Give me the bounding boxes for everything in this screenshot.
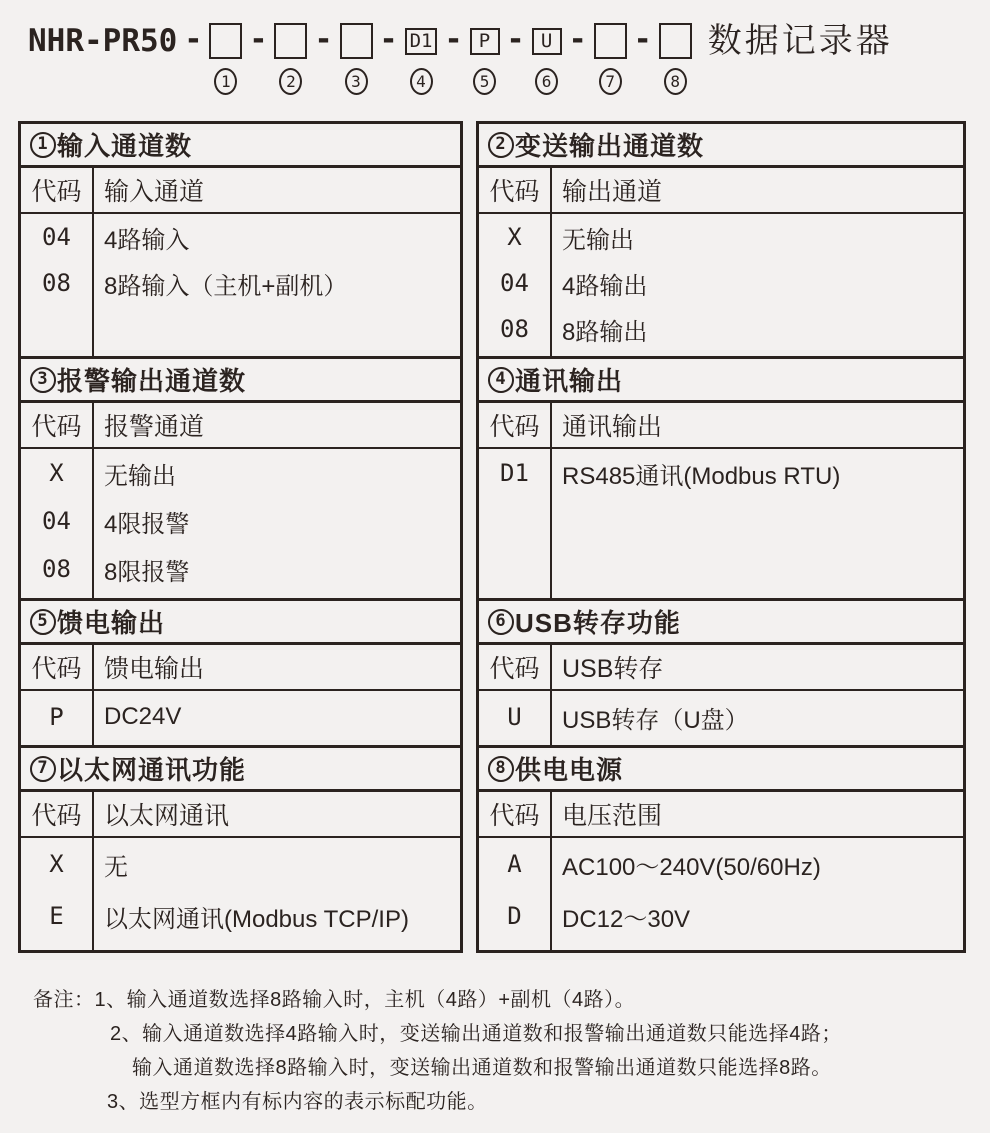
circled-number-6: 6 xyxy=(535,68,558,95)
circled-number-5: 5 xyxy=(30,609,56,635)
dash-separator: - xyxy=(506,22,525,57)
table-header-row xyxy=(479,792,963,838)
product-name: 数据记录器 xyxy=(707,22,893,60)
code-column xyxy=(479,691,552,745)
code-cell: X xyxy=(49,850,64,878)
circled-number-1: 1 xyxy=(214,68,237,95)
circled-number-5: 5 xyxy=(473,68,496,95)
section-title xyxy=(21,748,460,792)
model-prefix: NHR-PR50 xyxy=(28,23,178,59)
section-title xyxy=(21,601,460,645)
desc-header-cell: 电压范围 xyxy=(562,802,663,830)
dash-separator: - xyxy=(444,22,463,57)
model-slot-4 xyxy=(405,20,438,95)
desc-cell: USB转存（U盘） xyxy=(562,706,749,734)
desc-cell: 以太网通讯(Modbus TCP/IP) xyxy=(104,905,409,933)
desc-cell: RS485通讯(Modbus RTU) xyxy=(562,462,841,490)
desc-column xyxy=(94,691,460,745)
code-cell: 04 xyxy=(42,507,71,535)
table-body xyxy=(21,838,460,950)
table-header-row xyxy=(21,403,460,449)
desc-cell: DC24V xyxy=(104,703,182,730)
desc-header-cell: 以太网通讯 xyxy=(104,802,230,830)
code-cell: P xyxy=(49,703,64,731)
code-cell: U xyxy=(507,703,522,731)
desc-column xyxy=(552,449,963,598)
dash-separator: - xyxy=(633,22,652,57)
circled-number-2: 2 xyxy=(279,68,302,95)
circled-number-4: 4 xyxy=(410,68,433,95)
table-body xyxy=(21,449,460,598)
circled-number-2: 2 xyxy=(488,132,514,158)
model-box-8 xyxy=(659,23,692,59)
model-box-7 xyxy=(594,23,627,59)
left-table-column xyxy=(18,121,463,953)
note-text: 3、选型方框内有标内容的表示标配功能。 xyxy=(107,1091,488,1113)
circled-number-3: 3 xyxy=(30,367,56,393)
table-header-row xyxy=(21,792,460,838)
code-column xyxy=(479,214,552,356)
section-title-text: 变送输出通道数 xyxy=(515,131,705,161)
desc-header-cell: 馈电输出 xyxy=(104,655,205,683)
notes xyxy=(33,983,970,1119)
section-title xyxy=(479,359,963,403)
code-column xyxy=(21,214,94,356)
note-text: 1、输入通道数选择8路输入时，主机（4路）+副机（4路）。 xyxy=(94,989,636,1011)
table-header-row xyxy=(21,645,460,691)
model-slot-6 xyxy=(532,20,562,95)
table-body xyxy=(479,449,963,598)
dash-separator: - xyxy=(249,22,268,57)
model-box-2 xyxy=(274,23,307,59)
model-box-1 xyxy=(209,23,242,59)
circled-number-3: 3 xyxy=(345,68,368,95)
code-column xyxy=(479,838,552,950)
model-box-5: P xyxy=(470,28,500,55)
code-cell: X xyxy=(49,459,64,487)
code-header-cell: 代码 xyxy=(21,792,94,836)
code-cell: 04 xyxy=(500,269,529,297)
section-4-comm-output xyxy=(476,356,966,601)
desc-cell: 4限报警 xyxy=(104,510,190,538)
model-code-line xyxy=(28,20,990,95)
table-header-row xyxy=(21,168,460,214)
table-body xyxy=(21,214,460,356)
circled-number-8: 8 xyxy=(488,756,514,782)
section-title-text: USB转存功能 xyxy=(515,608,681,638)
section-5-power-feed-output xyxy=(18,598,463,748)
dash-separator: - xyxy=(184,22,203,57)
model-box-3 xyxy=(340,23,373,59)
selection-tables xyxy=(18,121,966,953)
table-body xyxy=(479,691,963,745)
desc-cell: AC100～240V(50/60Hz) xyxy=(562,853,821,881)
section-title-text: 以太网通讯功能 xyxy=(57,755,247,785)
model-slot-5 xyxy=(470,20,500,95)
note-line-3 xyxy=(33,1051,970,1085)
desc-cell: 8路输入（主机+副机） xyxy=(104,272,348,300)
note-line-1 xyxy=(33,983,970,1017)
note-line-4 xyxy=(33,1085,970,1119)
section-title-text: 报警输出通道数 xyxy=(57,366,247,396)
code-header-cell: 代码 xyxy=(21,645,94,689)
section-title xyxy=(479,601,963,645)
code-header-cell: 代码 xyxy=(479,168,552,212)
desc-header-cell: 通讯输出 xyxy=(562,413,663,441)
model-slot-8 xyxy=(659,20,692,95)
code-cell: X xyxy=(507,223,522,251)
note-text: 输入通道数选择8路输入时，变送输出通道数和报警输出通道数只能选择8路。 xyxy=(132,1057,832,1079)
desc-header-cell: 报警通道 xyxy=(104,413,205,441)
dash-separator: - xyxy=(379,22,398,57)
desc-cell: DC12～30V xyxy=(562,905,691,933)
table-body xyxy=(479,838,963,950)
desc-column xyxy=(94,838,460,950)
desc-column xyxy=(94,214,460,356)
code-cell: D1 xyxy=(500,459,529,487)
section-2-transmit-output xyxy=(476,121,966,359)
code-column xyxy=(21,691,94,745)
dash-separator: - xyxy=(314,22,333,57)
table-header-row xyxy=(479,168,963,214)
desc-header-cell: 输出通道 xyxy=(562,178,663,206)
model-slot-2 xyxy=(274,20,307,95)
code-column xyxy=(21,449,94,598)
table-body xyxy=(21,691,460,745)
code-header-cell: 代码 xyxy=(479,645,552,689)
code-cell: D xyxy=(507,902,522,930)
code-cell: 08 xyxy=(42,269,71,297)
table-body xyxy=(479,214,963,356)
model-box-6: U xyxy=(532,28,562,55)
model-slot-7 xyxy=(594,20,627,95)
circled-number-1: 1 xyxy=(30,132,56,158)
model-box-4: D1 xyxy=(405,28,438,55)
desc-cell: 无输出 xyxy=(562,226,634,254)
dash-separator: - xyxy=(568,22,587,57)
desc-cell: 4路输入 xyxy=(104,226,190,254)
notes-label: 备注： xyxy=(33,989,95,1011)
desc-column xyxy=(552,838,963,950)
section-title-text: 馈电输出 xyxy=(57,608,166,638)
code-cell: 04 xyxy=(42,223,71,251)
desc-cell: 无 xyxy=(104,853,128,881)
model-slot-3 xyxy=(340,20,373,95)
code-cell: 08 xyxy=(500,315,529,343)
desc-cell: 4路输出 xyxy=(562,272,648,300)
desc-column xyxy=(94,449,460,598)
circled-number-8: 8 xyxy=(664,68,687,95)
section-7-ethernet-comm xyxy=(18,745,463,953)
circled-number-6: 6 xyxy=(488,609,514,635)
section-6-usb-transfer xyxy=(476,598,966,748)
circled-number-4: 4 xyxy=(488,367,514,393)
note-line-2 xyxy=(33,1017,970,1051)
desc-cell: 8限报警 xyxy=(104,558,190,586)
note-text: 2、输入通道数选择4路输入时，变送输出通道数和报警输出通道数只能选择4路； xyxy=(110,1023,842,1045)
code-column xyxy=(21,838,94,950)
desc-header-cell: USB转存 xyxy=(562,655,664,683)
circled-number-7: 7 xyxy=(599,68,622,95)
code-cell: 08 xyxy=(42,555,71,583)
desc-cell: 无输出 xyxy=(104,462,176,490)
section-title-text: 通讯输出 xyxy=(515,366,624,396)
section-3-alarm-output xyxy=(18,356,463,601)
code-cell: A xyxy=(507,850,522,878)
desc-column xyxy=(552,691,963,745)
section-title-text: 输入通道数 xyxy=(57,131,193,161)
model-slot-1 xyxy=(209,20,242,95)
table-header-row xyxy=(479,645,963,691)
desc-header-cell: 输入通道 xyxy=(104,178,205,206)
circled-number-7: 7 xyxy=(30,756,56,782)
section-title-text: 供电电源 xyxy=(515,755,624,785)
code-header-cell: 代码 xyxy=(479,403,552,447)
section-title xyxy=(21,359,460,403)
section-title xyxy=(479,124,963,168)
desc-cell: 8路输出 xyxy=(562,318,648,346)
section-8-power-supply xyxy=(476,745,966,953)
code-column xyxy=(479,449,552,598)
code-header-cell: 代码 xyxy=(479,792,552,836)
desc-column xyxy=(552,214,963,356)
table-header-row xyxy=(479,403,963,449)
right-table-column xyxy=(476,121,966,953)
section-1-input-channels xyxy=(18,121,463,359)
section-title xyxy=(21,124,460,168)
code-header-cell: 代码 xyxy=(21,403,94,447)
code-cell: E xyxy=(49,902,64,930)
code-header-cell: 代码 xyxy=(21,168,94,212)
section-title xyxy=(479,748,963,792)
